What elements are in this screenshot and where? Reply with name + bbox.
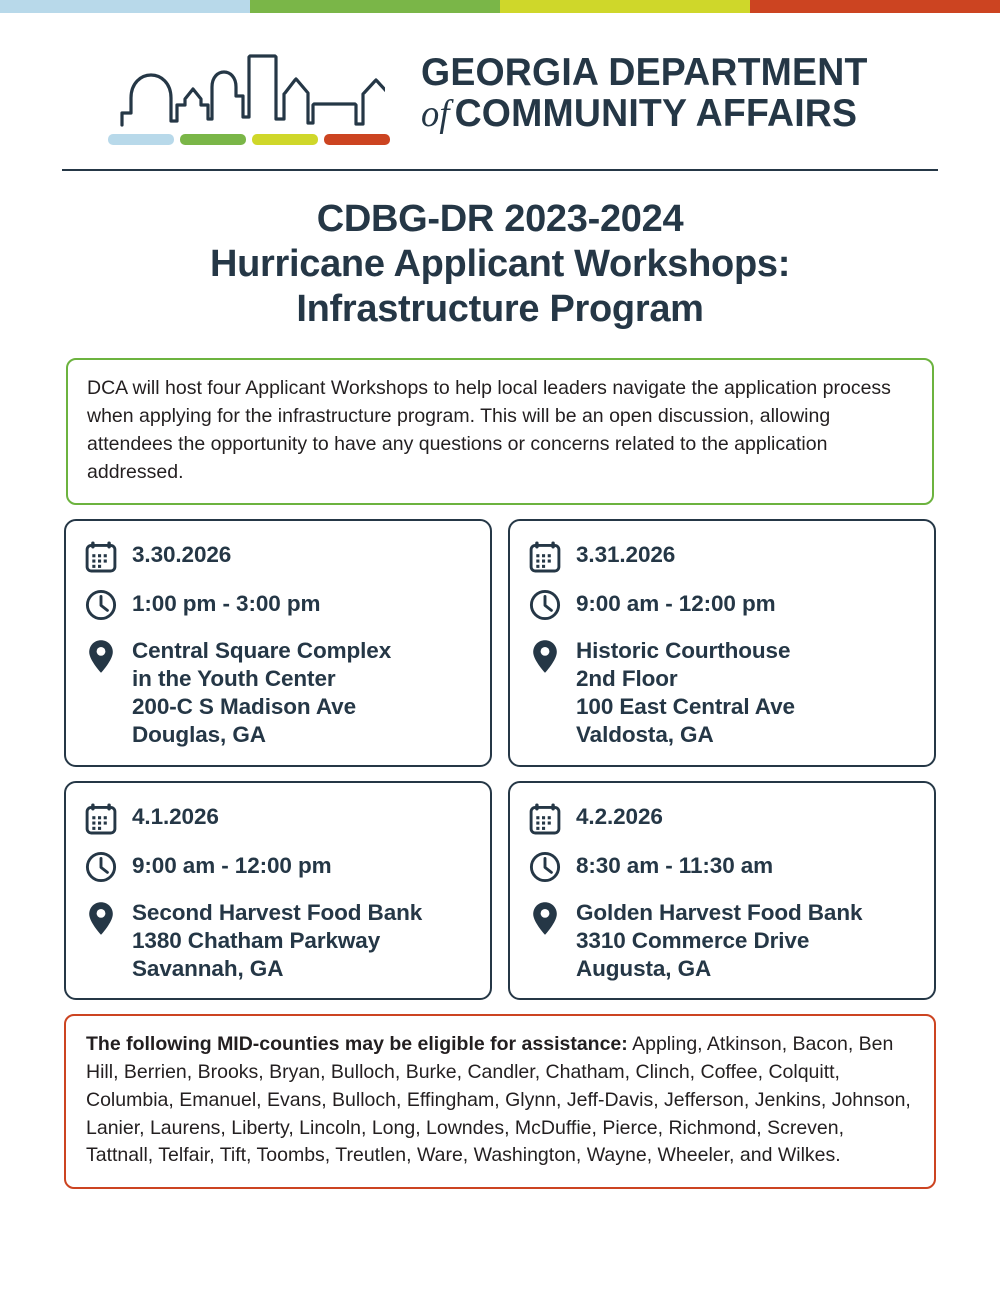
logo-swatch-4	[324, 134, 390, 145]
card-location-line: Historic Courthouse	[576, 638, 791, 664]
top-bar-segment-3	[500, 0, 750, 13]
calendar-icon	[84, 801, 118, 835]
card-location-line: 2nd Floor	[576, 666, 678, 692]
logo-line-2-text: COMMUNITY AFFAIRS	[455, 92, 858, 136]
card-location-line: 1380 Chatham Parkway	[132, 927, 381, 953]
counties-paragraph	[86, 1031, 916, 1169]
top-bar-segment-2	[250, 0, 500, 13]
card-date: 4.2.2026	[576, 803, 663, 829]
clock-icon	[84, 588, 118, 621]
map-pin-icon	[528, 898, 562, 936]
card-location-line: Second Harvest Food Bank	[132, 899, 423, 925]
card-date-row	[84, 801, 474, 835]
city-skyline-icon	[113, 47, 385, 131]
card-location-line: 100 East Central Ave	[576, 694, 795, 720]
card-location-line: in the Youth Center	[132, 666, 336, 692]
card-location	[132, 898, 422, 983]
card-time-row	[84, 850, 474, 883]
top-color-bar	[0, 0, 1000, 13]
description-callout	[66, 358, 934, 505]
top-bar-segment-4	[750, 0, 1000, 13]
logo-swatch-1	[108, 134, 174, 145]
card-location-row	[528, 898, 918, 983]
card-time: 9:00 am - 12:00 pm	[132, 852, 332, 878]
description-text: DCA will host four Applicant Workshops to help local leaders navigate the application process when applying for the infrastructure program. This will be an open discussion, allowing attendees the opportunity to have any questions or concerns related to the application addressed.	[87, 377, 891, 483]
card-date: 3.30.2026	[132, 542, 232, 568]
card-time: 1:00 pm - 3:00 pm	[132, 591, 321, 617]
card-date-row	[528, 539, 918, 573]
card-location-line: Valdosta, GA	[576, 721, 714, 747]
workshop-card[interactable]	[64, 781, 492, 1001]
card-time: 9:00 am - 12:00 pm	[576, 591, 776, 617]
logo-of-word: of	[421, 93, 451, 136]
card-location-line: 3310 Commerce Drive	[576, 927, 810, 953]
card-location-line: Central Square Complex	[132, 638, 392, 664]
logo-swatch-2	[180, 134, 246, 145]
logo-color-swatches	[108, 134, 390, 145]
card-location	[132, 636, 391, 749]
card-location-line: Savannah, GA	[132, 955, 284, 981]
top-bar-segment-1	[0, 0, 250, 13]
logo-swatch-3	[252, 134, 318, 145]
card-date-row	[528, 801, 918, 835]
workshop-cards-grid	[64, 519, 936, 1000]
map-pin-icon	[528, 636, 562, 674]
card-time-row	[84, 588, 474, 621]
card-location	[576, 898, 862, 983]
workshop-card[interactable]	[508, 781, 936, 1001]
card-time: 8:30 am - 11:30 am	[576, 852, 774, 878]
map-pin-icon	[84, 898, 118, 936]
card-time-row	[528, 588, 918, 621]
eligible-counties-callout	[64, 1014, 936, 1188]
card-location	[576, 636, 795, 749]
card-date: 3.31.2026	[576, 542, 676, 568]
workshop-card[interactable]	[64, 519, 492, 767]
dca-logo-mark	[113, 47, 385, 145]
card-location-row	[84, 898, 474, 983]
logo-line-2	[421, 92, 868, 136]
clock-icon	[84, 850, 118, 883]
counties-lead-in: The following MID-counties may be eligible for assistance:	[86, 1033, 628, 1056]
card-date-row	[84, 539, 474, 573]
counties-list: Appling, Atkinson, Bacon, Ben Hill, Berrien, Brooks, Bryan, Bulloch, Burke, Candler, Chatham, Clinch, Coffee, Colquitt, Columbia, Emanuel, Evans, Bulloch, Effingham, Glynn, Jeff-Davis, Jefferson, Jenkins, Johnson, Lanier, Laurens, Liberty, Lincoln, Long, Lowndes, McDuffie, Pierce, Richmond, Screven, Tattnall, Telfair, Tift, Toombs, Treutlen, Ware, Washington, Wayne, Wheeler, and Wilkes.	[86, 1033, 911, 1167]
calendar-icon	[528, 801, 562, 835]
dca-logo-text	[421, 51, 886, 137]
card-location-row	[528, 636, 918, 749]
card-time-row	[528, 850, 918, 883]
clock-icon	[528, 850, 562, 883]
title-line-2: Hurricane Applicant Workshops:	[209, 242, 791, 285]
card-location-line: Douglas, GA	[132, 721, 266, 747]
card-location-line: Augusta, GA	[576, 955, 712, 981]
map-pin-icon	[84, 636, 118, 674]
workshop-card[interactable]	[508, 519, 936, 767]
calendar-icon	[84, 539, 118, 573]
title-line-1: CDBG-DR 2023-2024	[316, 198, 684, 240]
title-line-3: Infrastructure Program	[296, 287, 704, 330]
card-location-line: 200-C S Madison Ave	[132, 694, 357, 720]
card-location-line: Golden Harvest Food Bank	[576, 899, 863, 925]
card-date: 4.1.2026	[132, 803, 219, 829]
page-title	[0, 197, 1000, 331]
logo-line-1: GEORGIA DEPARTMENT	[421, 51, 868, 95]
card-location-row	[84, 636, 474, 749]
clock-icon	[528, 588, 562, 621]
header-divider	[62, 169, 938, 171]
calendar-icon	[528, 539, 562, 573]
header	[0, 13, 1000, 149]
